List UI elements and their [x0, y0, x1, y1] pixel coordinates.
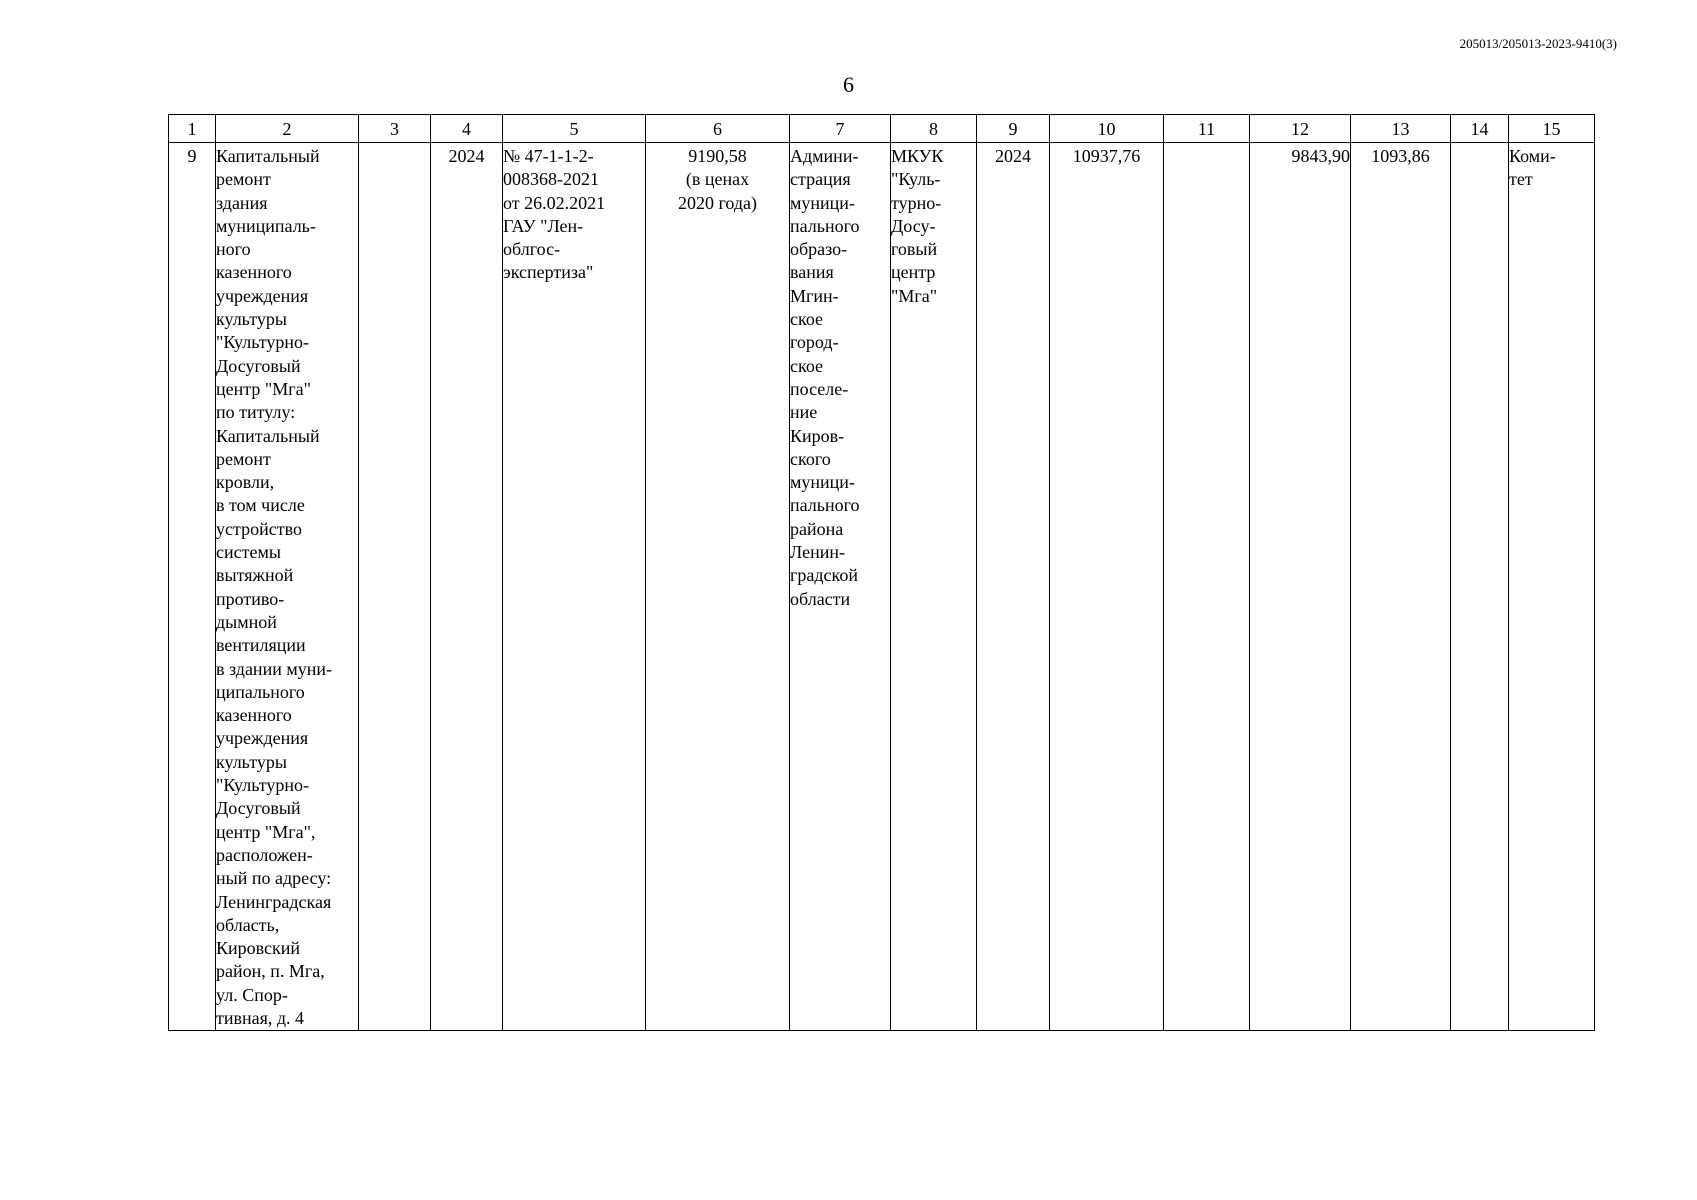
- customer-cell: [790, 143, 891, 1031]
- text-line: культуры: [216, 309, 287, 330]
- estimated-cost-lines: [646, 145, 789, 215]
- text-line: облгос-: [503, 239, 561, 260]
- year-start-cell: 2024: [431, 143, 503, 1031]
- text-line: в том числе: [216, 495, 305, 516]
- text-line: культуры: [216, 751, 287, 772]
- text-line: вания: [790, 262, 834, 283]
- text-line: ный по адресу:: [216, 868, 332, 889]
- text-line: области: [790, 588, 851, 609]
- text-line: "Куль-: [891, 169, 941, 190]
- column-number: 3: [359, 115, 431, 143]
- text-line: ного: [216, 239, 251, 260]
- column-number: 7: [790, 115, 891, 143]
- text-line: "Культурно-: [216, 775, 309, 796]
- total-cell: 10937,76: [1050, 143, 1164, 1031]
- column-number: 11: [1164, 115, 1250, 143]
- object-name-lines: [216, 145, 358, 1030]
- text-line: по титулу:: [216, 402, 296, 423]
- text-line: говый: [891, 239, 938, 260]
- text-line: Капитальный: [216, 425, 320, 446]
- text-line: турно-: [891, 192, 942, 213]
- text-line: центр "Мга": [216, 378, 311, 399]
- text-line: Коми-: [1509, 146, 1556, 166]
- responsible-lines: [1509, 145, 1594, 192]
- text-line: ского: [790, 448, 831, 469]
- text-line: 008368-2021: [503, 169, 599, 190]
- text-line: муници-: [790, 472, 855, 493]
- text-line: здания: [216, 192, 268, 213]
- text-line: тивная, д. 4: [216, 1007, 305, 1028]
- text-line: Досуговый: [216, 355, 301, 376]
- column-14-cell: [1451, 143, 1509, 1031]
- text-line: муниципаль-: [216, 215, 316, 236]
- text-line: страция: [790, 169, 851, 190]
- text-line: город-: [790, 332, 839, 353]
- text-line: пального: [790, 495, 860, 516]
- customer-lines: [790, 145, 890, 611]
- column-12-cell: 9843,90: [1250, 143, 1351, 1031]
- column-number: 9: [977, 115, 1050, 143]
- text-line: "Мга": [891, 285, 938, 306]
- text-line: 2020 года): [677, 192, 758, 213]
- text-line: 9190,58: [688, 146, 747, 166]
- column-number: 2: [216, 115, 359, 143]
- text-line: "Культурно-: [216, 332, 309, 353]
- text-line: тет: [1509, 169, 1533, 190]
- text-line: от 26.02.2021: [503, 192, 606, 213]
- text-line: кровли,: [216, 472, 275, 493]
- text-line: Капитальный: [216, 146, 320, 166]
- text-line: ципального: [216, 681, 305, 702]
- column-number: 13: [1351, 115, 1451, 143]
- text-line: Киров-: [790, 425, 845, 446]
- text-line: дымной: [216, 611, 277, 632]
- text-line: № 47-1-1-2-: [503, 146, 594, 166]
- column-number-row: [169, 115, 1595, 143]
- column-number: 14: [1451, 115, 1509, 143]
- text-line: ние: [790, 402, 818, 423]
- text-line: образо-: [790, 239, 848, 260]
- text-line: поселе-: [790, 378, 849, 399]
- text-line: градской: [790, 565, 858, 586]
- page-number: 6: [843, 72, 854, 97]
- text-line: район, п. Мга,: [216, 961, 325, 982]
- text-line: ГАУ "Лен-: [503, 215, 584, 236]
- text-line: вентиляции: [216, 635, 306, 656]
- text-line: учреждения: [216, 728, 309, 749]
- text-line: область,: [216, 914, 280, 935]
- text-line: в здании муни-: [216, 658, 332, 679]
- text-line: (в ценах: [685, 169, 750, 190]
- text-line: центр "Мга",: [216, 821, 316, 842]
- row-index-cell: 9: [169, 143, 216, 1031]
- responsible-cell: [1509, 143, 1595, 1031]
- table-row: [169, 143, 1595, 1031]
- text-line: ское: [790, 309, 824, 330]
- text-line: пального: [790, 215, 860, 236]
- column-number: 12: [1250, 115, 1351, 143]
- text-line: устройство: [216, 518, 302, 539]
- text-line: Мгин-: [790, 285, 839, 306]
- column-11-cell: [1164, 143, 1250, 1031]
- text-line: Кировский: [216, 938, 301, 959]
- column-3-cell: [359, 143, 431, 1031]
- text-line: Досуговый: [216, 798, 301, 819]
- expertise-lines: [503, 145, 645, 285]
- text-line: Админи-: [790, 146, 859, 166]
- text-line: ремонт: [216, 448, 271, 469]
- text-line: системы: [216, 542, 281, 563]
- document-id: 205013/205013-2023-9410(3): [1459, 36, 1617, 51]
- recipient-lines: [891, 145, 976, 308]
- column-13-cell: 1093,86: [1351, 143, 1451, 1031]
- text-line: ремонт: [216, 169, 271, 190]
- text-line: экспертиза": [503, 262, 594, 283]
- text-line: расположен-: [216, 844, 313, 865]
- text-line: ское: [790, 355, 824, 376]
- recipient-cell: [891, 143, 977, 1031]
- text-line: учреждения: [216, 285, 309, 306]
- column-number: 6: [646, 115, 790, 143]
- year-end-cell: 2024: [977, 143, 1050, 1031]
- text-line: противо-: [216, 588, 285, 609]
- text-line: Ленинградская: [216, 891, 332, 912]
- text-line: района: [790, 518, 844, 539]
- text-line: центр: [891, 262, 936, 283]
- text-line: Ленин-: [790, 542, 845, 563]
- column-number: 5: [503, 115, 646, 143]
- text-line: казенного: [216, 262, 292, 283]
- column-number: 1: [169, 115, 216, 143]
- text-line: вытяжной: [216, 565, 294, 586]
- text-line: Досу-: [891, 215, 936, 236]
- expertise-cell: [503, 143, 646, 1031]
- column-number: 15: [1509, 115, 1595, 143]
- column-number: 8: [891, 115, 977, 143]
- estimated-cost-cell: [646, 143, 790, 1031]
- text-line: казенного: [216, 705, 292, 726]
- program-table: [168, 114, 1595, 1031]
- object-name-cell: [216, 143, 359, 1031]
- column-number: 10: [1050, 115, 1164, 143]
- text-line: МКУК: [891, 146, 944, 166]
- column-number: 4: [431, 115, 503, 143]
- text-line: муници-: [790, 192, 855, 213]
- text-line: ул. Спор-: [216, 984, 288, 1005]
